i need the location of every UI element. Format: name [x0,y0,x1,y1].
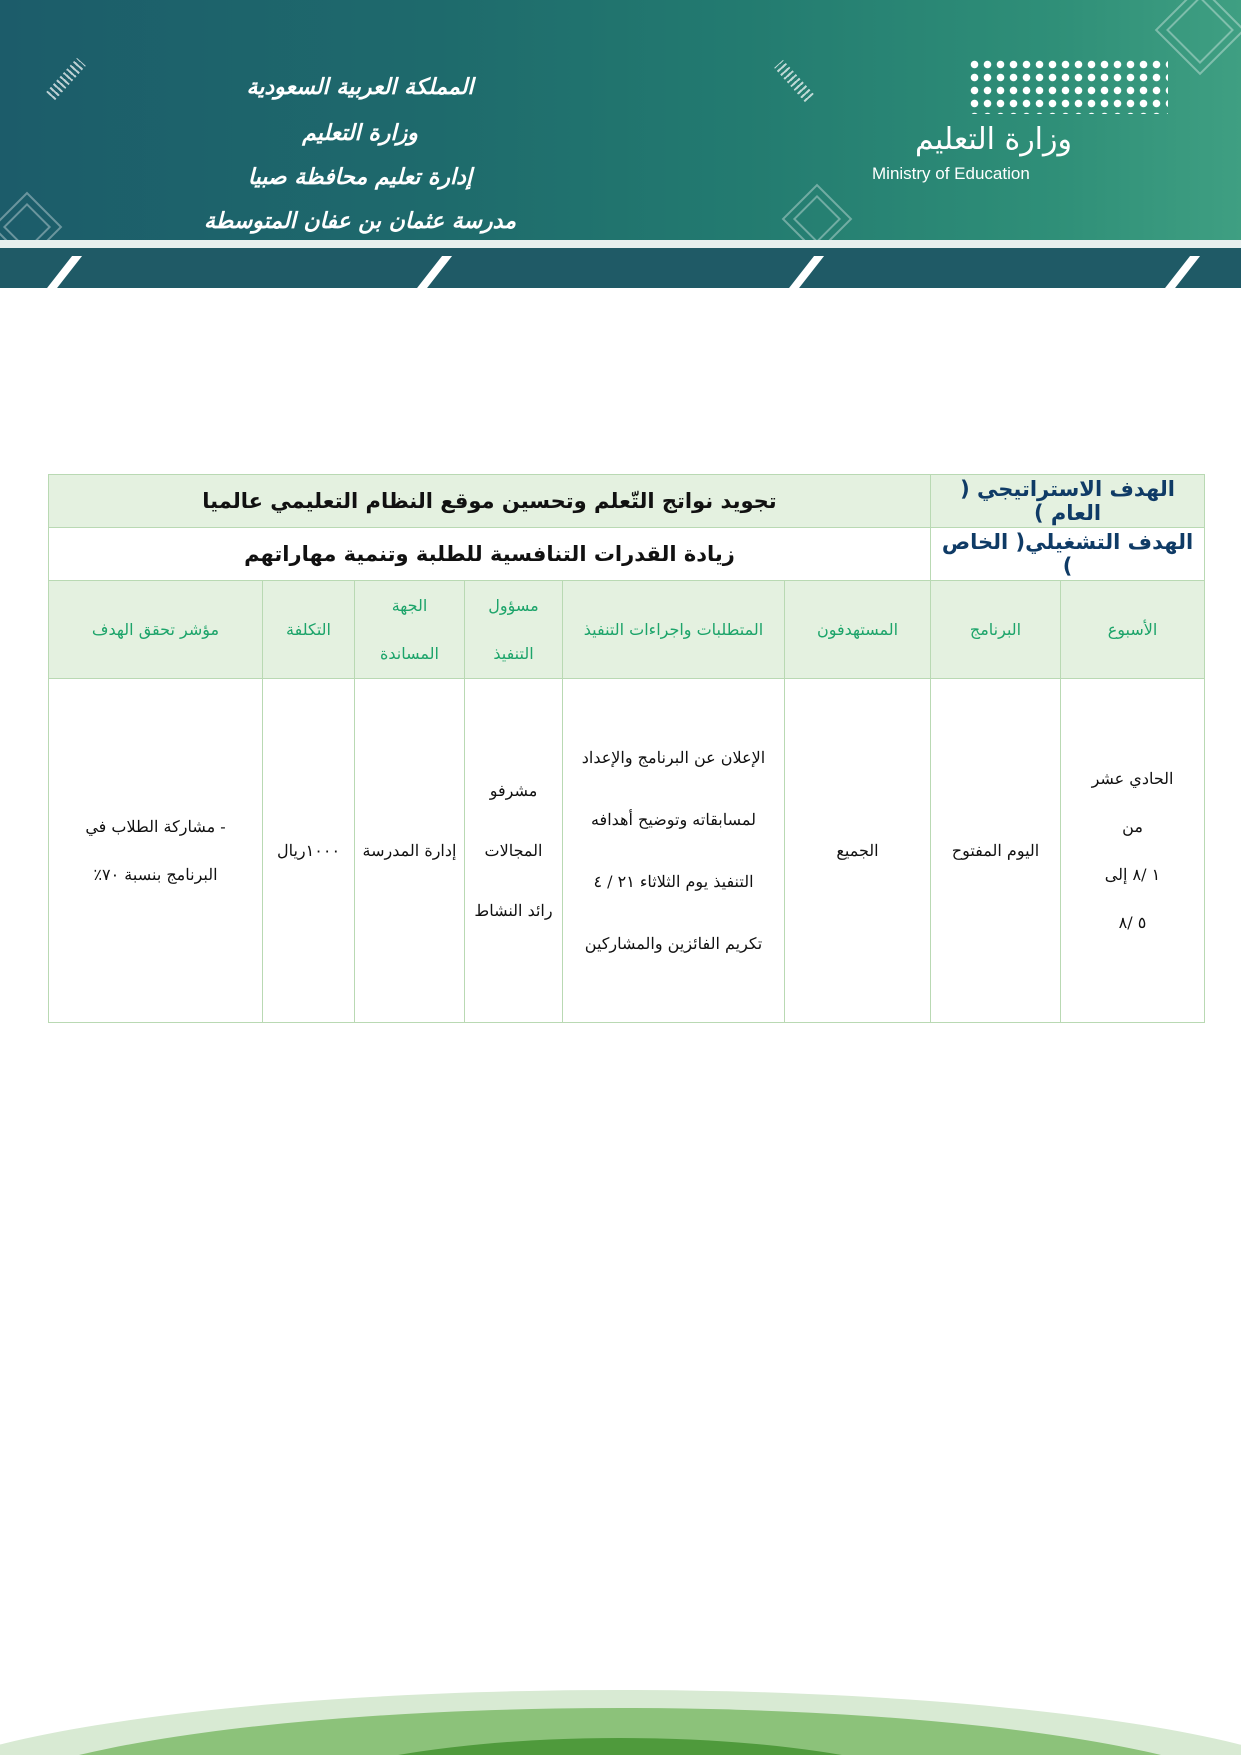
col-week-header: الأسبوع [1061,581,1205,679]
responsible-line: مشرفو [489,780,538,800]
plan-table [48,474,1205,1023]
col-indicator-header: مؤشر تحقق الهدف [49,581,263,679]
operational-goal-row [49,528,1205,581]
responsible-line: المجالات [484,840,543,860]
table-row [49,679,1205,1023]
header-directorate: إدارة تعليم محافظة صبيا [247,164,473,190]
week-line: من [1122,816,1143,836]
cell-responsible [465,679,563,1023]
cell-target: الجميع [785,679,931,1023]
col-responsible-line: التنفيذ [493,643,534,663]
indicator-line: - مشاركة الطلاب في [85,816,226,836]
operational-goal-label: الهدف التشغيلي( الخاص ) [931,528,1205,581]
cell-week [1061,679,1205,1023]
strategic-goal-text: تجويد نواتج التّعلم وتحسين موقع النظام التعليمي عالميا [49,475,931,528]
cell-support: إدارة المدرسة [355,679,465,1023]
col-program-header: البرنامج [931,581,1061,679]
banner-divider [0,240,1241,248]
ministry-logo-arabic: وزارة التعليم [914,122,1072,157]
requirement-line: التنفيذ يوم الثلاثاء ٢١ / ٤ [593,871,754,891]
header-ministry: وزارة التعليم [302,120,418,146]
requirement-line: تكريم الفائزين والمشاركين [584,933,763,953]
indicator-line: البرنامج بنسبة ٧٠٪ [93,864,218,884]
header-school: مدرسة عثمان بن عفان المتوسطة [204,208,516,234]
responsible-line: رائد النشاط [474,900,553,920]
col-requirements-header: المتطلبات واجراءات التنفيذ [563,581,785,679]
decor-hatch [46,58,86,100]
week-line: الحادي عشر [1091,768,1174,788]
col-support-line: المساندة [380,643,439,663]
col-support-line: الجهة [391,595,428,615]
cell-program: اليوم المفتوح [931,679,1061,1023]
week-line: ١ /٨ إلى [1104,864,1161,884]
operational-goal-text: زيادة القدرات التنافسية للطلبة وتنمية مهاراتهم [49,528,931,581]
cell-cost: ١٠٠٠ريال [263,679,355,1023]
table-header-row [49,581,1205,679]
banner-stripe [0,248,1241,288]
col-responsible-header [465,581,563,679]
week-line: ٥ /٨ [1118,912,1147,932]
col-responsible-line: مسؤول [488,595,539,615]
col-cost-header: التكلفة [263,581,355,679]
header-country: المملكة العربية السعودية [246,74,474,100]
header-banner [0,0,1241,288]
strategic-goal-row [49,475,1205,528]
col-support-header [355,581,465,679]
requirement-line: الإعلان عن البرنامج والإعداد [581,747,766,767]
requirement-line: لمسابقاته وتوضيح أهدافه [590,809,757,829]
strategic-goal-label: الهدف الاستراتيجي ( العام ) [931,475,1205,528]
ministry-logo-english: Ministry of Education [872,164,1030,183]
footer-decoration [0,1672,1241,1755]
ministry-logo-icon [968,58,1168,114]
cell-indicator [49,679,263,1023]
cell-requirements [563,679,785,1023]
col-target-header: المستهدفون [785,581,931,679]
decor-hatch [774,60,814,102]
